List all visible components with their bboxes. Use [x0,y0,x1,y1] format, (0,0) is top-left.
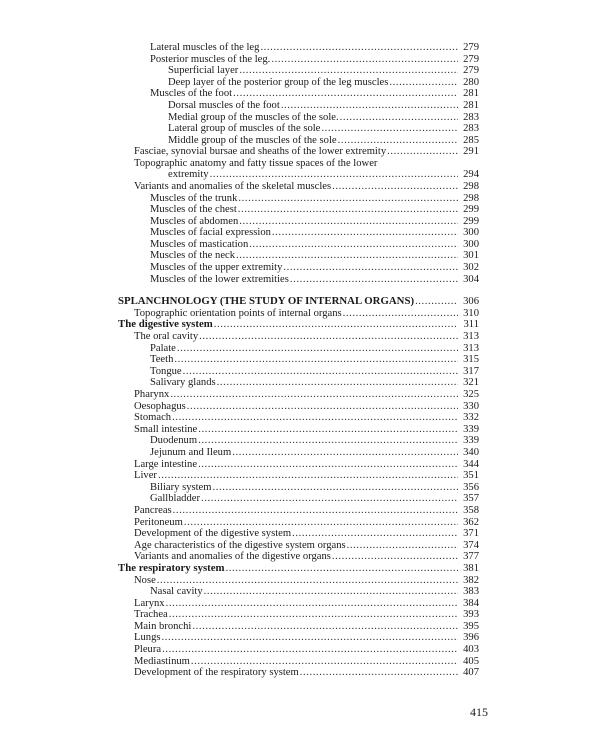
toc-entry-label: Muscles of facial expression [150,227,271,239]
toc-entry-page: 382 [463,574,479,586]
toc-entry-label: Superficial layer [168,65,239,77]
toc-entry [0,401,479,413]
toc-entry-page: 332 [463,412,479,424]
toc-entry [0,354,479,366]
toc-entry [0,239,479,251]
toc-entry [0,181,479,193]
toc-entry-page: 344 [463,458,479,470]
dot-leader [157,575,458,587]
toc-entry-page: 299 [463,204,479,216]
toc-entry-label: Larynx [134,597,165,609]
toc-entry-page: 395 [463,620,479,632]
dot-leader [387,146,458,158]
dot-leader [347,540,458,552]
toc-entry-label: Deep layer of the posterior group of the leg muscles [168,76,389,88]
dot-leader [340,112,458,124]
toc-entry [0,447,479,459]
toc-entry-page: 357 [463,493,479,505]
toc-entry-label: Gallbladder [150,493,201,505]
dot-leader [338,135,458,147]
dot-leader [238,193,458,205]
toc-entry-label: Teeth [150,354,174,366]
dot-leader [169,609,458,621]
toc-heading [0,563,479,575]
toc-entry-page: 405 [463,655,479,667]
toc-entry [0,227,479,239]
toc-entry [0,308,479,320]
dot-leader [239,65,458,77]
dot-leader [161,632,458,644]
toc-entry-page: 358 [463,504,479,516]
toc-entry [0,100,479,112]
toc-entry-label: Posterior muscles of the leg. [150,53,271,65]
dot-leader [201,493,458,505]
toc-entry-label: The digestive system [118,318,213,331]
dot-leader [332,551,458,563]
toc-entry [0,470,479,482]
dot-leader [158,470,458,482]
toc-entry-page: 285 [463,134,479,146]
toc-entry-label: Age characteristics of the digestive system organs [134,539,346,551]
toc-entry [0,112,479,124]
toc-entry-page: 340 [463,446,479,458]
toc-entry-page: 407 [463,667,479,679]
toc-entry [0,366,479,378]
toc-entry-page: 302 [463,262,479,274]
toc-heading [0,319,479,331]
toc-entry-label: Muscles of the lower extremities [150,273,289,285]
toc-entry-page: 300 [463,238,479,250]
toc-entry-label: Pleura [134,644,162,656]
toc-entry-label: Nose [134,574,156,586]
dot-leader [191,656,458,668]
toc-entry-label: The respiratory system [118,561,225,574]
page-number: 415 [470,705,488,719]
toc-entry-label: Development of the respiratory system [134,667,299,679]
toc-entry-page: 313 [463,331,479,343]
toc-entry [0,656,479,668]
toc-entry-page: 339 [463,423,479,435]
toc-entry-page: 377 [463,551,479,563]
toc-entry [0,204,479,216]
dot-leader [183,366,458,378]
toc-entry [0,216,479,228]
toc-entry [0,644,479,656]
dot-leader [332,181,458,193]
dot-leader [173,505,458,517]
dot-leader [172,412,458,424]
toc-entry-page: 279 [463,42,479,53]
toc-entry-label: Trachea [134,609,168,621]
toc-entry-page: 281 [463,88,479,100]
toc-entry-page: 301 [463,250,479,262]
toc-entry-label: Fasciae, synovial bursae and sheaths of the lower extremity [134,146,387,158]
toc-entry-label: Stomach [134,412,172,424]
toc-entry [0,389,479,401]
dot-leader [217,377,458,389]
dot-leader [271,54,458,66]
toc-entry [0,158,479,169]
toc-entry-label: Muscles of abdomen [150,215,239,227]
toc-entry-page: 298 [463,180,479,192]
dot-leader [204,586,458,598]
toc-entry [0,54,479,66]
toc-entry-page: 381 [463,562,479,574]
toc-entry-page: 279 [463,65,479,77]
toc-entry-label: Lungs [134,632,161,644]
dot-leader [290,274,458,286]
toc-entry [0,621,479,633]
toc-entry-label: Duodenum [150,435,198,447]
toc-entry-label: Biliary system [150,481,212,493]
toc-entry [0,435,479,447]
toc-entry-page: 362 [463,516,479,528]
toc-entry-label: Lateral group of muscles of the sole [168,123,321,135]
dot-leader [226,563,458,575]
toc-entry [0,250,479,262]
dot-leader [283,262,458,274]
dot-leader [214,319,458,331]
toc-entry-label: Tongue [150,365,182,377]
toc-entry-page: 330 [463,400,479,412]
toc-heading [0,296,479,308]
toc-entry-page: 298 [463,192,479,204]
toc-entry [0,586,479,598]
dot-leader [281,100,458,112]
toc-entry-page: 321 [463,377,479,389]
toc-entry-page: 280 [463,76,479,88]
toc-entry-page: 313 [463,342,479,354]
toc-entry-label: SPLANCHNOLOGY (THE STUDY OF INTERNAL ORGANS) [118,295,415,308]
toc-entry-page: 356 [463,481,479,493]
toc-entry [0,517,479,529]
dot-leader [233,88,458,100]
toc-entry-page: 299 [463,215,479,227]
toc-entry-label: Development of the digestive system [134,528,292,540]
toc-entry-label: Nasal cavity [150,586,203,598]
dot-leader [236,250,458,262]
dot-leader [177,343,458,355]
dot-leader [192,621,458,633]
toc-entry-label: Muscles of mastication [150,238,249,250]
toc-entry-label: extremity [168,169,209,181]
dot-leader [162,644,458,656]
toc-entry-page: 383 [463,586,479,598]
toc-entry-label: Muscles of the trunk [150,192,238,204]
toc-entry-page: 300 [463,227,479,239]
toc-entry [0,377,479,389]
toc-entry-page: 281 [463,99,479,111]
toc-entry [0,146,479,158]
dot-leader [300,667,458,679]
toc-entry-page: 283 [463,123,479,135]
toc-entry-label: Dorsal muscles of the foot [168,99,280,111]
toc-entry-label: Mediastinum [134,655,190,667]
table-of-contents [0,42,600,679]
toc-entry-page: 371 [463,528,479,540]
dot-leader [272,227,458,239]
toc-entry-label: Pancreas [134,504,172,516]
toc-entry-page: 310 [463,307,479,319]
dot-leader [260,42,458,54]
toc-entry [0,598,479,610]
toc-entry [0,135,479,147]
toc-entry-label: Variants and anomalies of the skeletal muscles [134,180,332,192]
toc-entry-label: Topographic orientation points of internal organs [134,307,342,319]
toc-entry-label: Jejunum and Ileum [150,446,232,458]
toc-entry-label: Variants and anomalies of the digestive organs [134,551,331,563]
toc-entry-label: Oesophagus [134,400,186,412]
toc-entry [0,528,479,540]
toc-entry [0,65,479,77]
toc-entry-page: 403 [463,644,479,656]
toc-entry [0,262,479,274]
dot-leader [184,517,458,529]
toc-entry-page: 291 [463,146,479,158]
dot-leader [389,77,458,89]
toc-entry-label: Palate [150,342,176,354]
toc-entry-label: Middle group of the muscles of the sole [168,134,337,146]
toc-entry-label: Liver [134,470,157,482]
toc-entry [0,123,479,135]
dot-leader [239,216,458,228]
toc-entry [0,459,479,471]
toc-entry-label: Lateral muscles of the leg [150,42,260,53]
dot-leader [210,169,458,181]
toc-entry-page: 311 [463,319,479,331]
toc-entry-page: 317 [463,365,479,377]
dot-leader [170,389,458,401]
toc-entry [0,424,479,436]
dot-leader [321,123,458,135]
toc-entry-label: Main bronchi [134,620,192,632]
toc-entry [0,88,479,100]
toc-entry-label: Small intestine [134,423,198,435]
dot-leader [199,331,458,343]
toc-entry-page: 351 [463,470,479,482]
toc-entry [0,193,479,205]
toc-entry-label: Topographic anatomy and fatty tissue spaces of the lower [134,157,378,169]
dot-leader [292,528,458,540]
toc-entry [0,274,479,286]
toc-entry [0,609,479,621]
toc-entry-page: 374 [463,539,479,551]
toc-entry [0,331,479,343]
toc-entry-label: Muscles of the neck [150,250,236,262]
dot-leader [166,598,458,610]
toc-entry-label: Muscles of the chest [150,204,237,216]
toc-entry-page: 396 [463,632,479,644]
toc-entry-page: 279 [463,53,479,65]
dot-leader [213,482,459,494]
dot-leader [174,354,458,366]
toc-entry-page: 393 [463,609,479,621]
toc-entry [0,632,479,644]
toc-entry [0,42,479,54]
toc-entry [0,551,479,563]
toc-entry [0,412,479,424]
toc-entry-page: 339 [463,435,479,447]
toc-entry [0,343,479,355]
dot-leader [415,296,458,308]
toc-entry [0,540,479,552]
toc-entry-page: 306 [463,296,479,308]
dot-leader [232,447,458,459]
toc-entry [0,667,479,679]
toc-entry-page: 283 [463,111,479,123]
dot-leader [249,239,458,251]
toc-entry-label: The oral cavity [134,331,199,343]
toc-entry-label: Salivary glands [150,377,216,389]
toc-entry-label: Muscles of the foot [150,88,233,100]
toc-entry-label: Large intestine [134,458,198,470]
dot-leader [343,308,458,320]
toc-entry-page: 325 [463,389,479,401]
toc-entry-page: 384 [463,597,479,609]
toc-entry [0,575,479,587]
toc-entry [0,482,479,494]
toc-entry-page: 294 [463,169,479,181]
toc-entry [0,493,479,505]
dot-leader [198,459,458,471]
toc-entry-page: 315 [463,354,479,366]
dot-leader [198,424,458,436]
toc-entry-label: Muscles of the upper extremity [150,262,283,274]
dot-leader [198,435,458,447]
toc-entry [0,77,479,89]
dot-leader [187,401,458,413]
toc-entry-label: Medial group of the muscles of the sole. [168,111,339,123]
toc-entry-page: 304 [463,273,479,285]
toc-entry-label: Peritoneum [134,516,183,528]
toc-entry [0,505,479,517]
toc-entry-label: Pharynx [134,389,170,401]
dot-leader [238,204,458,216]
toc-entry [0,169,479,181]
